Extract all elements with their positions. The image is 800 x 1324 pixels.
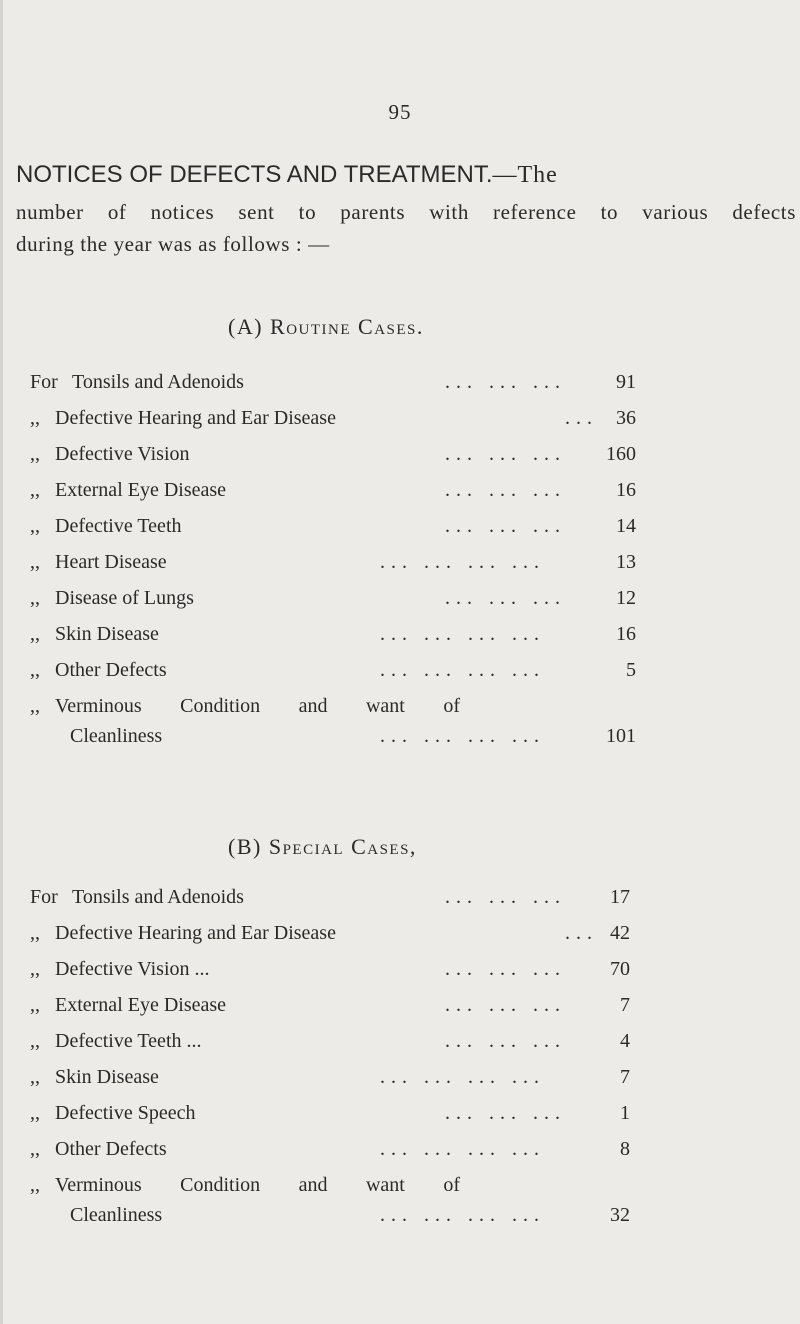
item-label: Defective Hearing and Ear Disease: [55, 407, 336, 429]
list-item: [0, 1134, 800, 1164]
item-prefix: ,,: [30, 1174, 40, 1196]
item-prefix: ,,: [30, 407, 40, 429]
leader-dots: ... ... ... ...: [380, 1066, 545, 1088]
item-value: 160: [606, 443, 636, 465]
list-item: [0, 367, 800, 397]
item-label: Skin Disease: [55, 1066, 159, 1088]
item-prefix: ,,: [30, 479, 40, 501]
item-value: 91: [616, 371, 636, 393]
list-item: [0, 918, 800, 948]
leader-dots: ... ... ...: [445, 587, 566, 609]
item-label: External Eye Disease: [55, 479, 227, 501]
item-value: 70: [610, 958, 630, 980]
section-b-prefix: (B): [228, 834, 262, 859]
item-value: 17: [610, 886, 630, 908]
list-item: [0, 954, 800, 984]
list-item: [0, 547, 800, 577]
list-item: [0, 439, 800, 469]
item-label: Skin Disease: [55, 623, 159, 645]
list-item: [0, 990, 800, 1020]
leader-dots: ... ... ...: [445, 994, 566, 1016]
leader-dots: ...: [565, 407, 598, 429]
section-heading: [16, 161, 796, 189]
item-label: Defective Hearing and Ear Disease: [55, 922, 336, 944]
list-item: [0, 1026, 800, 1056]
item-prefix: ,,: [30, 1066, 40, 1088]
item-label: Defective Vision ...: [55, 958, 210, 980]
item-label: External Eye Disease: [55, 994, 227, 1016]
item-prefix: ,,: [30, 551, 40, 573]
item-value: 8: [620, 1138, 630, 1160]
item-label-continuation: Cleanliness: [70, 1204, 163, 1226]
item-label: Defective Vision: [55, 443, 190, 465]
leader-dots: ... ... ...: [445, 886, 566, 908]
leader-dots: ... ... ... ...: [380, 659, 545, 681]
leader-dots: ... ... ... ...: [380, 1204, 545, 1226]
item-prefix: For: [30, 886, 58, 908]
leader-dots: ... ... ...: [445, 479, 566, 501]
list-item: [0, 583, 800, 613]
item-label: Verminous Condition and want of: [55, 695, 460, 717]
leader-dots: ... ... ... ...: [380, 551, 545, 573]
intro-line-1: number of notices sent to parents with reference to various defects: [16, 200, 796, 224]
list-item: [0, 511, 800, 541]
section-b-label: Special Cases,: [268, 834, 417, 859]
section-b-title: [228, 834, 417, 860]
list-item-continuation: [0, 1200, 800, 1230]
item-label: Defective Teeth ...: [55, 1030, 202, 1052]
item-value: 7: [620, 994, 630, 1016]
list-item: [0, 691, 800, 721]
item-label-continuation: Cleanliness: [70, 725, 163, 747]
list-item: [0, 1098, 800, 1128]
item-value: 42: [610, 922, 630, 944]
intro-paragraph: [16, 196, 796, 260]
item-prefix: ,,: [30, 922, 40, 944]
item-label: Other Defects: [55, 1138, 167, 1160]
item-value: 16: [616, 479, 636, 501]
item-label: Other Defects: [55, 659, 167, 681]
item-value: 32: [610, 1204, 630, 1226]
item-value: 7: [620, 1066, 630, 1088]
list-item: [0, 1170, 800, 1200]
leader-dots: ... ... ... ...: [380, 1138, 545, 1160]
item-prefix: ,,: [30, 443, 40, 465]
item-label: Tonsils and Adenoids: [72, 886, 244, 908]
leader-dots: ...: [565, 922, 598, 944]
leader-dots: ... ... ...: [445, 443, 566, 465]
item-value: 16: [616, 623, 636, 645]
section-a-label: Routine Cases.: [270, 314, 424, 339]
item-prefix: ,,: [30, 695, 40, 717]
leader-dots: ... ... ...: [445, 515, 566, 537]
item-prefix: ,,: [30, 659, 40, 681]
leader-dots: ... ... ...: [445, 958, 566, 980]
item-value: 13: [616, 551, 636, 573]
leader-dots: ... ... ...: [445, 1030, 566, 1052]
item-value: 4: [620, 1030, 630, 1052]
item-value: 5: [626, 659, 636, 681]
leader-dots: ... ... ... ...: [380, 725, 545, 747]
item-label: Defective Speech: [55, 1102, 196, 1124]
list-item: [0, 655, 800, 685]
list-item-continuation: [0, 721, 800, 751]
leader-dots: ... ... ... ...: [380, 623, 545, 645]
item-prefix: ,,: [30, 1138, 40, 1160]
item-prefix: ,,: [30, 515, 40, 537]
list-item: [0, 882, 800, 912]
heading-tail: —The: [492, 162, 558, 188]
list-item: [0, 1062, 800, 1092]
item-prefix: ,,: [30, 623, 40, 645]
list-item: [0, 619, 800, 649]
item-label: Verminous Condition and want of: [55, 1174, 460, 1196]
heading-title: NOTICES OF DEFECTS AND TREATMENT.: [16, 161, 493, 188]
section-a-title: [228, 314, 424, 340]
item-label: Disease of Lungs: [55, 587, 194, 609]
item-prefix: For: [30, 371, 58, 393]
item-prefix: ,,: [30, 994, 40, 1016]
item-prefix: ,,: [30, 587, 40, 609]
leader-dots: ... ... ...: [445, 1102, 566, 1124]
item-label: Heart Disease: [55, 551, 167, 573]
item-value: 36: [616, 407, 636, 429]
item-prefix: ,,: [30, 958, 40, 980]
intro-line-2: during the year was as follows : —: [16, 232, 330, 256]
item-prefix: ,,: [30, 1030, 40, 1052]
section-a-prefix: (A): [228, 314, 264, 339]
item-value: 14: [616, 515, 636, 537]
item-prefix: ,,: [30, 1102, 40, 1124]
list-item: [0, 403, 800, 433]
item-value: 12: [616, 587, 636, 609]
list-item: [0, 475, 800, 505]
item-value: 101: [606, 725, 636, 747]
leader-dots: ... ... ...: [445, 371, 566, 393]
page-number: 95: [388, 100, 412, 124]
item-label: Tonsils and Adenoids: [72, 371, 244, 393]
item-label: Defective Teeth: [55, 515, 182, 537]
item-value: 1: [620, 1102, 630, 1124]
